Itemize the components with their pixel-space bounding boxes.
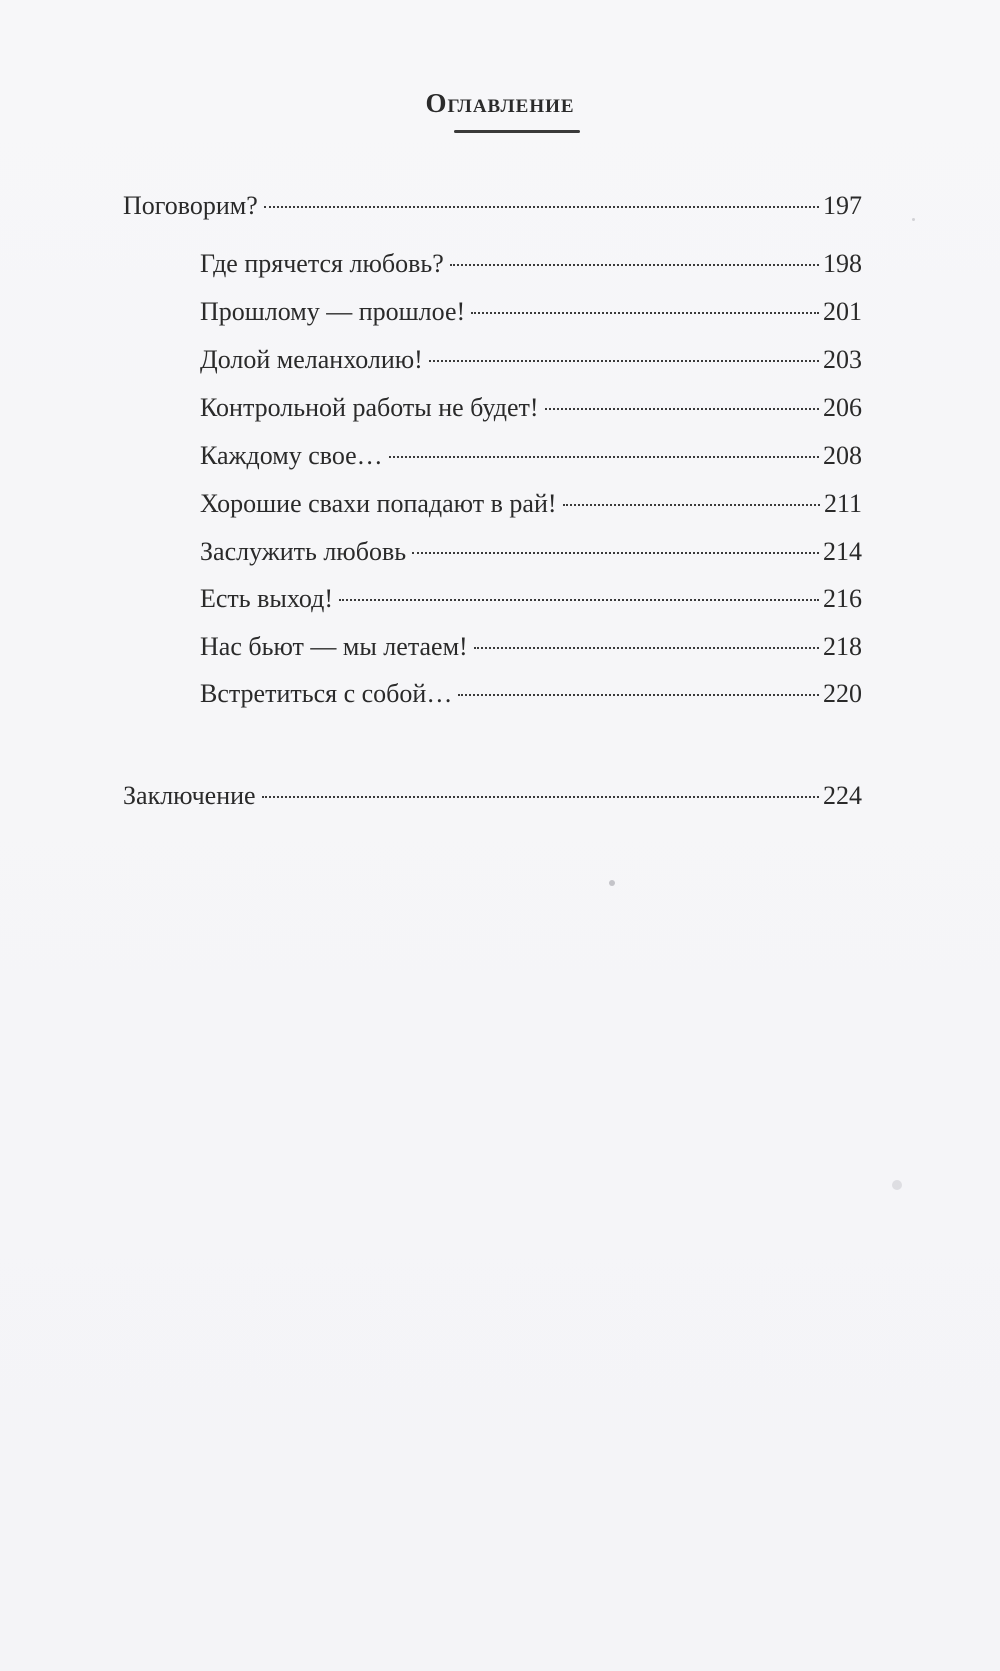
toc-entry-proshlomu: [200, 296, 862, 328]
dot-leader: [471, 312, 819, 314]
toc-entry-label: Каждому свое…: [200, 441, 383, 470]
page-title: Оглавление: [425, 88, 575, 118]
dot-leader: [474, 647, 819, 649]
toc-entry-est-vyhod: [200, 583, 862, 615]
toc-entry-label: Поговорим?: [123, 191, 258, 220]
toc-entry-label: Есть выход!: [200, 584, 334, 613]
toc-entry-label: Долой меланхолию!: [200, 345, 423, 374]
toc-entry-label: Хорошие свахи попадают в рай!: [200, 489, 557, 518]
toc-entry-pogovorim: [123, 190, 862, 222]
toc-entry-page: 208: [823, 441, 862, 470]
dot-leader: [412, 552, 819, 554]
dot-leader: [450, 264, 819, 266]
toc-entry-page: 197: [823, 191, 862, 220]
toc-entry-label: Заключение: [123, 781, 256, 810]
paper-speck: [609, 880, 615, 886]
toc-entry-horoshie: [200, 488, 862, 520]
dot-leader: [458, 694, 819, 696]
dot-leader: [563, 504, 820, 506]
paper-speck: [892, 1180, 902, 1190]
toc-entry-page: 224: [823, 781, 862, 810]
paper-speck: [912, 218, 915, 221]
dot-leader: [339, 599, 819, 601]
toc-entry-label: Контрольной работы не будет!: [200, 393, 539, 422]
title-underline: [454, 130, 580, 133]
toc-entry-label: Встретиться с собой…: [200, 679, 453, 708]
toc-entry-kazhdomu: [200, 440, 862, 472]
toc-entry-nas-byut: [200, 631, 862, 663]
toc-entry-page: 201: [823, 297, 862, 326]
dot-leader: [545, 408, 819, 410]
toc-entry-page: 214: [823, 537, 862, 566]
toc-entry-page: 198: [823, 249, 862, 278]
toc-entry-page: 206: [823, 393, 862, 422]
toc-entry-label: Заслужить любовь: [200, 537, 407, 566]
toc-entry-gde-pryachetsya: [200, 248, 862, 280]
toc-entry-page: 220: [823, 679, 862, 708]
toc-entry-zasluzhit: [200, 536, 862, 568]
toc-entry-zaklyuchenie: [123, 780, 862, 812]
dot-leader: [264, 206, 819, 208]
dot-leader: [429, 360, 819, 362]
toc-entry-page: 216: [823, 584, 862, 613]
toc-entry-page: 218: [823, 632, 862, 661]
toc-entry-kontrolnoy: [200, 392, 862, 424]
toc-entry-label: Прошлому — прошлое!: [200, 297, 466, 326]
toc-entry-vstretitsya: [200, 678, 862, 710]
dot-leader: [262, 796, 819, 798]
dot-leader: [389, 456, 819, 458]
toc-entry-label: Где прячется любовь?: [200, 249, 444, 278]
toc-entry-label: Нас бьют — мы летаем!: [200, 632, 468, 661]
toc-entry-page: 211: [823, 489, 862, 518]
toc-entry-doloy: [200, 344, 862, 376]
toc-entry-page: 203: [823, 345, 862, 374]
